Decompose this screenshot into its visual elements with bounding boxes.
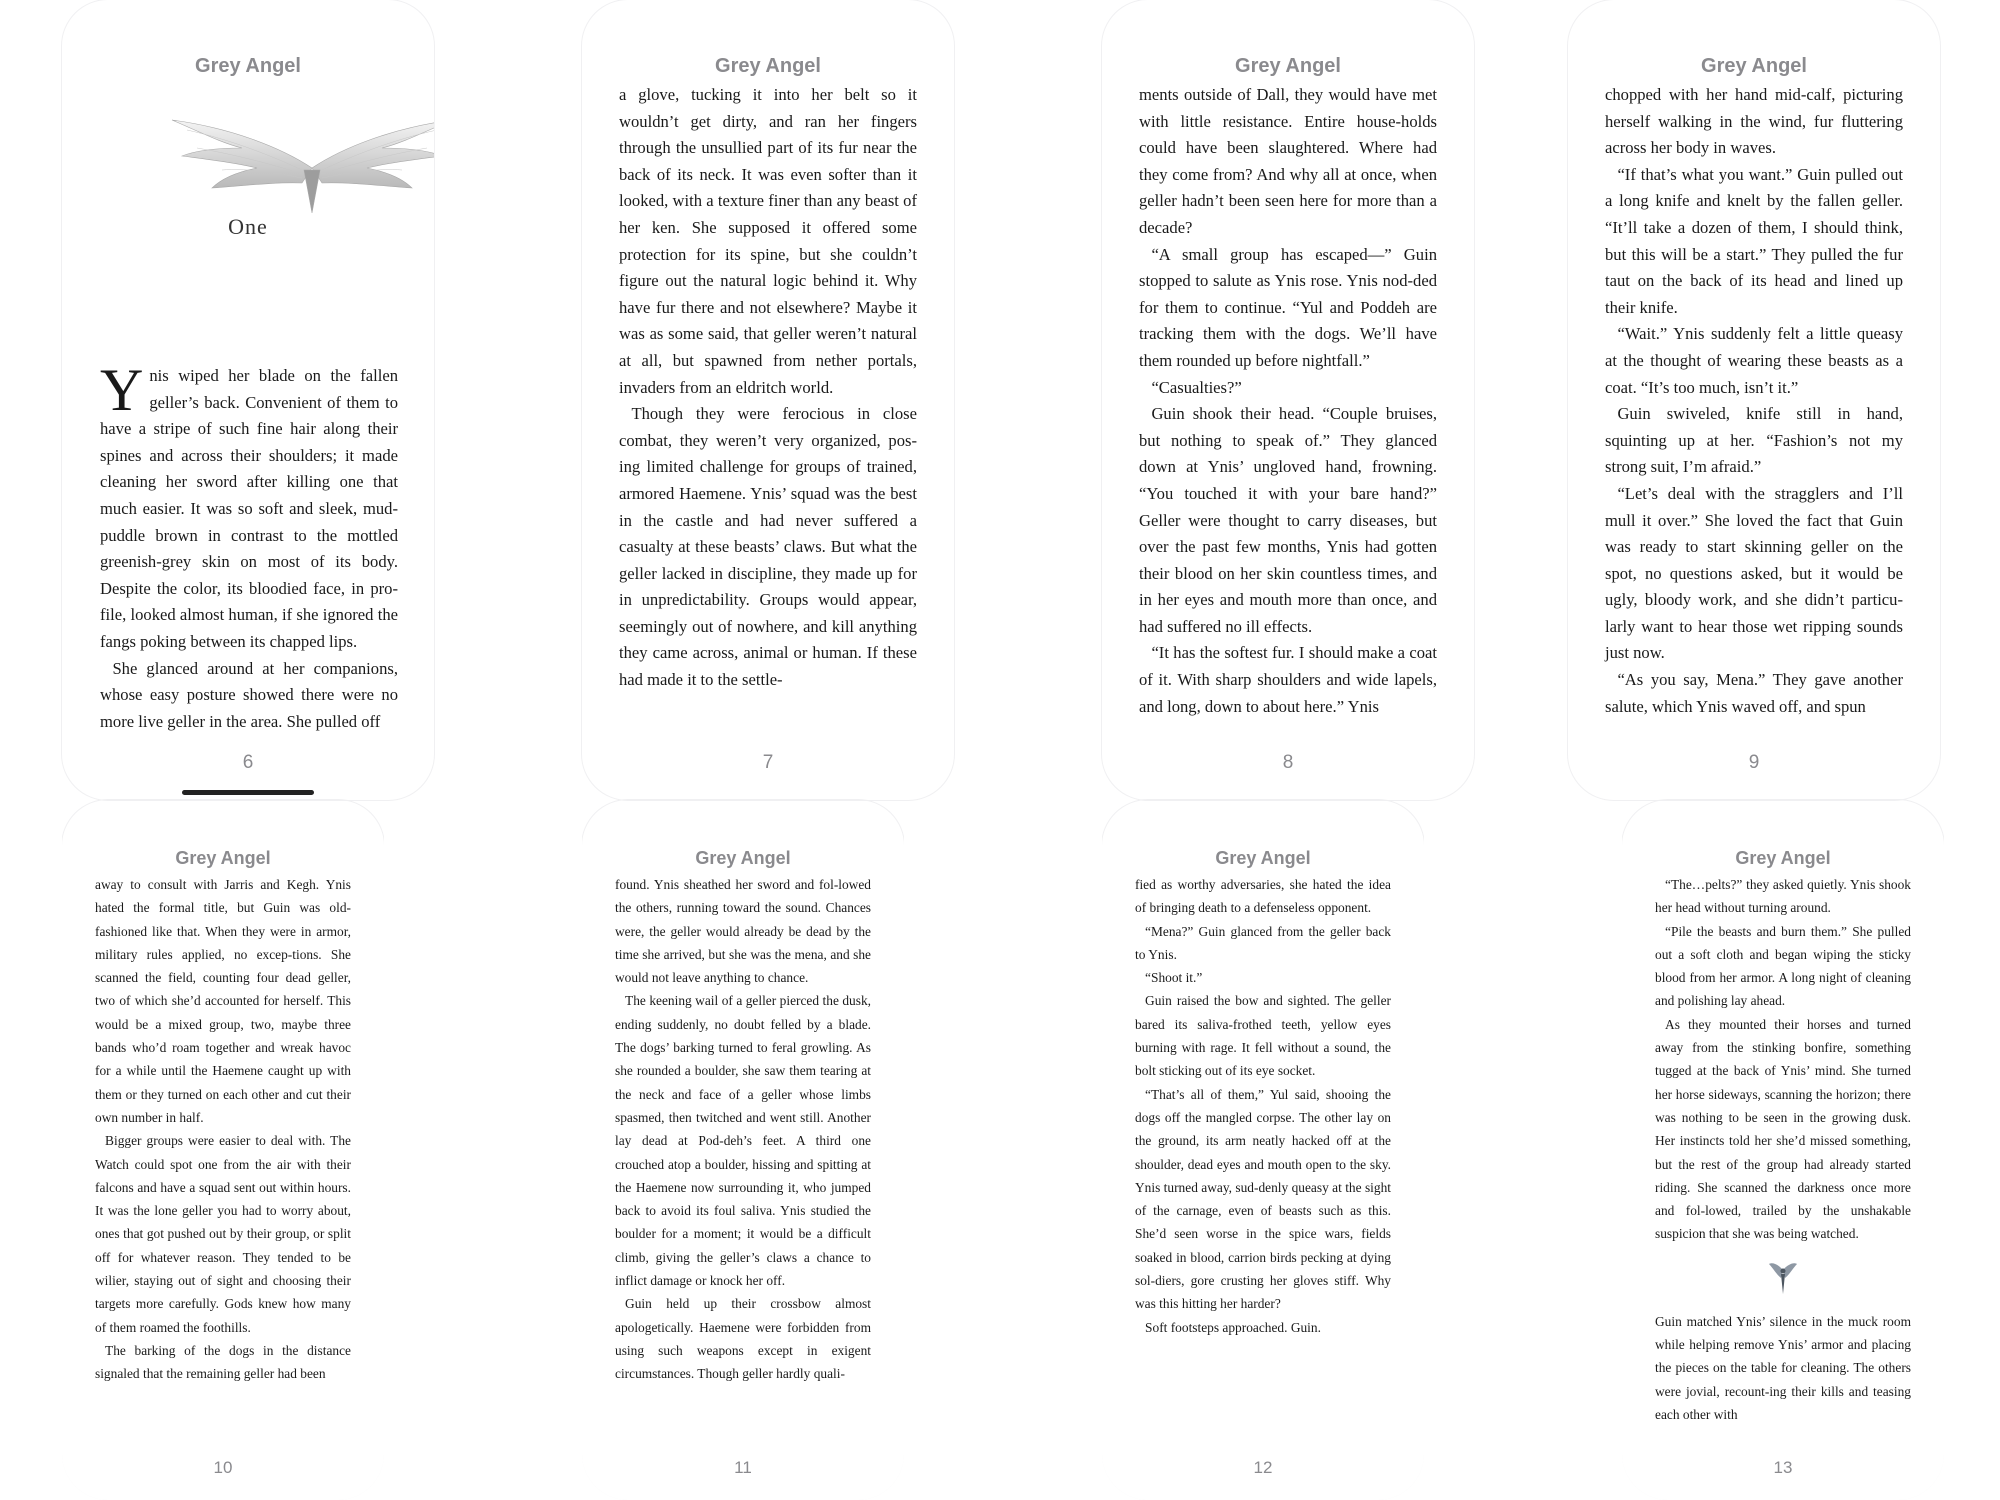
- page-number: 10: [213, 1458, 233, 1477]
- paragraph: “Shoot it.”: [1145, 970, 1203, 986]
- page-10[interactable]: [62, 0, 384, 1500]
- paragraph: “The…pelts?” they asked quietly. Ynis shook her head without turning around.: [1655, 877, 1911, 916]
- paragraph: Bigger groups were easier to deal with. The Watch could spot one from the air with their falcons and have a squad sent out within hours. It was the lone geller you had to worry about, ones that got pushed out by their group, or split off for whatever reason. They tended to be wilier, staying out of sight and choosing their targets more carefully. Gods knew how many of them roamed the foothills.: [95, 1133, 351, 1335]
- paragraph: fied as worthy adversaries, she hated the idea of bringing death to a defenseless opponent.: [1135, 877, 1391, 916]
- paragraph: The keening wail of a geller pierced the dusk, ending suddenly, no doubt felled by a blade. The dogs’ barking turned to feral growling. As she rounded a boulder, she saw them tearing at the neck and face of a geller whose limbs spasmed, then twitched and went still. Another lay dead at Pod-deh’s feet. A third one crouched atop a boulder, hissing and spitting at the Haemene now surrounding it, who jumped back to avoid its foul saliva. Ynis studied the boulder for a moment; it would be a difficult climb, giving the geller’s claws a chance to inflict damage or knock her off.: [615, 993, 871, 1289]
- page-title: Grey Angel: [175, 848, 271, 868]
- paragraph: As they mounted their horses and turned away from the stinking bonfire, something tugged at the back of Ynis’ mind. She turned her horse sideways, scanning the horizon; there was nothing to be seen in the growing dusk. Her instincts told her she’d missed something, but the rest of the group had already started riding. She scanned the darkness once more and fol-lowed, trailed by the unshakable suspicion that she was being watched.: [1655, 1016, 1911, 1242]
- page-title: Grey Angel: [1215, 848, 1311, 868]
- paragraph: away to consult with Jarris and Kegh. Ynis hated the formal title, but Guin was old-fashioned like that. When they were in armor, military rules applied, no excep-tions. She scanned the field, counting four dead geller, two of which she’d accounted for herself. This would be a mixed group, two, maybe three bands who’d roam together and wreak havoc for a while until the Haemene caught up with them or they turned on each other and cut their own number in half.: [95, 877, 351, 1125]
- page-text: [615, 873, 871, 1386]
- page-title: Grey Angel: [1735, 848, 1831, 868]
- paragraph: “Let’s deal with the stragglers and I’ll mull it over.” She loved the fact that Guin was ready to start skinning geller on the spot, no questions asked, but it would be ugly, bloody work, and she didn’t particu-larly want to hear those wet ripping sounds just now.: [1605, 483, 1903, 663]
- paragraph: “That’s all of them,” Yul said, shooing the dogs off the mangled corpse. The other lay on the ground, its arm neatly hacked off at the shoulder, dead eyes and mouth open to the sky. Ynis turned away, sud-denly queasy at the sight of the carnage, even of beasts such as this. She’d seen worse in the spice wars, fields soaked in blood, carrion birds pecking at dying sol-diers, gore crusting her gloves stiff. Why was this hitting her harder?: [1135, 1086, 1391, 1312]
- paragraph: Guin raised the bow and sighted. The geller bared its saliva-frothed teeth, yellow eyes burning with rage. It fell without a sound, the bolt sticking out of its eye socket.: [1135, 993, 1391, 1079]
- paragraph: Guin matched Ynis’ silence in the muck room while helping remove Ynis’ armor and placing the pieces on the table for cleaning. The others were jovial, recount-ing their kills and teasing each other with: [1655, 1313, 1911, 1422]
- paragraph: Soft footsteps approached. Guin.: [1145, 1319, 1321, 1335]
- page-number: 8: [1282, 752, 1294, 773]
- page-text: [95, 873, 351, 1386]
- page-text: [1135, 873, 1391, 1339]
- page-12[interactable]: [1102, 0, 1424, 1500]
- paragraph: She glanced around at her companions, whose easy posture showed there were no more live geller in the area. She pulled off: [100, 658, 398, 731]
- page-title: Grey Angel: [1235, 55, 1341, 77]
- chapter-heading: One: [228, 214, 268, 239]
- page-number: 6: [242, 752, 254, 773]
- paragraph: “Wait.” Ynis suddenly felt a little queasy at the thought of wearing these beasts as a coat. “It’s too much, isn’t it.”: [1605, 324, 1903, 397]
- paragraph: a glove, tucking it into her belt so it wouldn’t get dirty, and ran her fingers through the unsullied part of its fur near the back of its neck. It was even softer than it looked, with a texture finer than any beast of her ken. She supposed it offered some protection for its spine, but she couldn’t figure out the natural logic behind it. Why have fur there and not elsewhere? Maybe it was as some said, that geller weren’t natural at all, but spawned from nether portals, invaders from an eldritch world.: [619, 85, 917, 397]
- paragraph: “It has the softest fur. I should make a coat of it. With sharp shoulders and wide lapels, and long, down to about here.” Ynis: [1139, 643, 1437, 716]
- paragraph: “Casualties?”: [1151, 377, 1242, 397]
- paragraph: found. Ynis sheathed her sword and fol-lowed the others, running toward the sound. Chances were, the geller would already be dead by the time she arrived, but she was the mena, and she would not leave anything to chance.: [615, 877, 871, 986]
- page-number: 12: [1253, 1458, 1273, 1477]
- paragraph: Guin held up their crossbow almost apologetically. Haemene were forbidden from using such weapons except in exigent circumstances. Though geller hardly quali-: [615, 1296, 871, 1382]
- paragraph: “As you say, Mena.” They gave another salute, which Ynis waved off, and spun: [1605, 670, 1903, 716]
- page-number: 13: [1773, 1458, 1793, 1477]
- page-title: Grey Angel: [1701, 55, 1807, 77]
- page-title: Grey Angel: [695, 848, 791, 868]
- drop-cap: Y: [100, 357, 144, 423]
- page-number: 9: [1748, 752, 1760, 773]
- page-number: 7: [762, 752, 774, 773]
- page-title: Grey Angel: [195, 55, 301, 77]
- paragraph: chopped with her hand mid-calf, picturing herself walking in the wind, fur fluttering across her body in waves.: [1605, 85, 1903, 158]
- page-11[interactable]: [582, 0, 904, 1500]
- paragraph: “Pile the beasts and burn them.” She pulled out a soft cloth and began wiping the sticky blood from her armor. A long night of cleaning and polishing lay ahead.: [1655, 923, 1911, 1009]
- paragraph: “If that’s what you want.” Guin pulled out a long knife and knelt by the fallen geller. “It’ll take a dozen of them, I should think, but this will be a start.” They pulled the fur taut on the back of its head and lined up their knife.: [1605, 164, 1903, 317]
- paragraph: ments outside of Dall, they would have met with little resistance. Entire house-holds could have been slaughtered. Where had they come from? And why all at once, when geller hadn’t been seen here for more than a decade?: [1139, 85, 1437, 237]
- paragraph: Guin swiveled, knife still in hand, squinting up at her. “Fashion’s not my strong suit, I’m afraid.”: [1605, 404, 1903, 477]
- paragraph: “Mena?” Guin glanced from the geller back to Ynis.: [1135, 923, 1391, 962]
- paragraph: “A small group has escaped—” Guin stopped to salute as Ynis rose. Ynis nod-ded for them to continue. “Yul and Poddeh are tracking them with the dogs. We’ll have them rounded up before nightfall.”: [1139, 244, 1437, 370]
- angel-figure-icon: [1768, 1260, 1798, 1296]
- page-13[interactable]: [1622, 0, 1944, 1500]
- paragraph: Guin shook their head. “Couple bruises, but nothing to speak of.” They glanced down at Ynis’ ungloved hand, frowning. “You touched it with your bare hand?” Geller were thought to carry diseases, but over the past few months, Ynis had gotten their blood on her skin countless times, and in her eyes and mouth more than once, and had suffered no ill effects.: [1139, 404, 1437, 636]
- paragraph: The barking of the dogs in the distance signaled that the remaining geller had been: [95, 1342, 351, 1382]
- page-number: 11: [734, 1458, 752, 1477]
- paragraph-text: nis wiped her blade on the fallen geller’s back. Convenient of them to have a stripe of such fine hair along their spines and across their shoulders; it made cleaning her sword after killing one that much easier. It was so soft and sleek, mud-puddle brown in contrast to the mottled greenish-grey skin on most of its body. Despite the color, its bloodied face, in pro-file, looked almost human, if she ignored the fangs poking between its chapped lips.: [100, 366, 398, 651]
- page-text: [1655, 873, 1911, 1426]
- page-title: Grey Angel: [715, 55, 821, 77]
- paragraph: Though they were ferocious in close combat, they weren’t very organized, pos-ing limited challenge for groups of trained, armored Haemene. Ynis’ squad was the best in the castle and had never suffered a casualty at these beasts’ claws. But what the geller lacked in discipline, they made up for in unpredictability. Groups would appear, seemingly out of nowhere, and kill anything they came across, animal or human. If these had made it to the settle-: [619, 404, 917, 690]
